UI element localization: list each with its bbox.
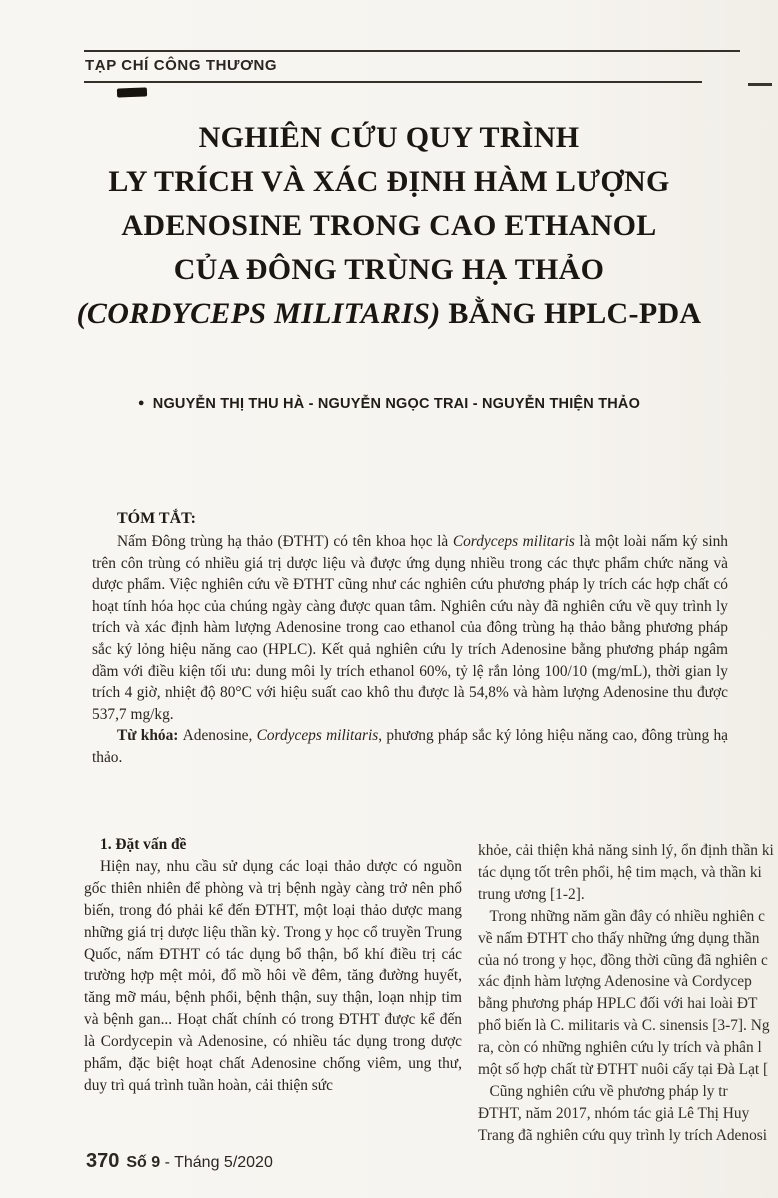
article-title <box>0 116 778 336</box>
author-bullet-icon: ● <box>137 397 145 409</box>
column-text-line: ĐTHT, năm 2017, nhóm tác giả Lê Thị Huy <box>478 1104 750 1122</box>
column-text-line: về nấm ĐTHT cho thấy những ứng dụng thần <box>478 929 760 947</box>
column-text-line: bằng phương pháp HPLC đối với hai loài ĐT <box>478 995 758 1013</box>
masthead-row <box>84 52 768 81</box>
section-1-paragraph: Hiện nay, nhu cầu sử dụng các loại thảo dược có nguồn gốc thiên nhiên để phòng và trị bệnh ngày càng trở nên phổ biến, trong đó phải kể đến ĐTHT, một loại thảo dược mang những giá trị dược liệu thần kỳ. Trong y học cổ truyền Trung Quốc, nấm ĐTHT có tác dụng bổ thận, bổ khí điều trị các trường hợp mệt mỏi, đổ mồ hôi về đêm, tăng đường huyết, tăng mỡ máu, bệnh phổi, bệnh thận, suy thận, loạn nhịp tim và bệnh gan... Hoạt chất chính có trong ĐTHT được kể đến là Cordycepin và Adenosine, có nhiều tác dụng trong dược phẩm, đặc biệt hoạt chất Adenosine chống viêm, ung thư, duy trì quá trình tuần hoàn, cải thiện sức <box>84 857 462 1094</box>
author-names: NGUYỄN THỊ THU HÀ - NGUYỄN NGỌC TRAI - NGUYỄN THIỆN THẢO <box>152 396 641 412</box>
article-title-line: NGHIÊN CỨU QUY TRÌNH <box>198 121 580 154</box>
column-text-line: ra, còn có những nghiên cứu ly trích và phân l <box>478 1039 762 1057</box>
column-text-line: trung ương [1-2]. <box>478 885 585 903</box>
column-text-line: của nó trong y học, đồng thời cũng đã nghiên c <box>478 951 768 969</box>
journal-masthead <box>84 50 768 83</box>
section-1-heading: 1. Đặt vấn đề <box>100 836 187 853</box>
article-title-line: LY TRÍCH VÀ XÁC ĐỊNH HÀM LƯỢNG <box>108 165 670 198</box>
page-edge-dash-mark <box>748 83 772 86</box>
journal-name: TẠP CHÍ CÔNG THƯƠNG <box>85 57 278 74</box>
body-right-column <box>478 840 778 1147</box>
column-text-line: xác định hàm lượng Adenosine và Cordycep <box>478 973 752 991</box>
redaction-mark <box>117 87 147 97</box>
column-text-line: một số hợp chất từ ĐTHT nuôi cấy tại Đà Lạt [ <box>478 1061 769 1079</box>
masthead-bottom-rule <box>84 81 702 83</box>
article-title-line: (CORDYCEPS MILITARIS) BẰNG HPLC-PDA <box>76 297 702 330</box>
page-footer <box>86 1150 273 1173</box>
article-title-line: ADENOSINE TRONG CAO ETHANOL <box>121 209 657 242</box>
issue-number: Số 9 <box>126 1154 161 1171</box>
authors-line <box>0 396 778 412</box>
abstract-paragraph: Nấm Đông trùng hạ thảo (ĐTHT) có tên khoa học là Cordyceps militaris là một loài nấm ký sinh trên côn trùng có nhiều giá trị dược liệu và được ứng dụng nhiều trong các thực phẩm chức năng và dược phẩm. Việc nghiên cứu về ĐTHT cũng như các nghiên cứu phương pháp ly trích các hợp chất có hoạt tính hóa học của chúng ngày càng được quan tâm. Nghiên cứu này đã nghiên cứu về quy trình ly trích và xác định hàm lượng Adenosine trong cao ethanol của đông trùng hạ thảo bằng phương pháp sắc ký lỏng hiệu năng cao (HPLC). Kết quả nghiên cứu ly trích Adenosine bằng phương pháp ngâm dầm với điều kiện tối ưu: dung môi ly trích ethanol 60%, tỷ lệ rắn lỏng 100/10 (mg/mL), thời gian ly trích 4 giờ, nhiệt độ 80°C với hiệu suất cao khô thu được là 54,8% và hàm lượng Adenosine thu được 537,7 mg/kg. <box>92 533 728 723</box>
column-text-line: khỏe, cải thiện khả năng sinh lý, ổn định thần ki <box>478 842 774 859</box>
column-text-line: Trang đã nghiên cứu quy trình ly trích Adenosi <box>478 1126 768 1144</box>
column-text-line: Cũng nghiên cứu về phương pháp ly tr <box>478 1082 728 1100</box>
column-text-line: phổ biến là C. militaris và C. sinensis [3-7]. Ng <box>478 1017 770 1035</box>
keywords-line: Từ khóa: Adenosine, Cordyceps militaris, phương pháp sắc ký lỏng hiệu năng cao, đông trùng hạ thảo. <box>92 727 728 766</box>
abstract-section <box>92 510 728 769</box>
page-number: 370 <box>86 1150 120 1172</box>
article-title-line: CỦA ĐÔNG TRÙNG HẠ THẢO <box>173 253 605 286</box>
column-text-line: Trong những năm gần đây có nhiều nghiên c <box>478 907 765 925</box>
abstract-heading: TÓM TẮT: <box>117 510 196 527</box>
body-left-column <box>84 834 462 1097</box>
issue-date: - Tháng 5/2020 <box>160 1154 273 1171</box>
column-text-line: tác dụng tốt trên phổi, hệ tim mạch, và thần ki <box>478 863 762 881</box>
